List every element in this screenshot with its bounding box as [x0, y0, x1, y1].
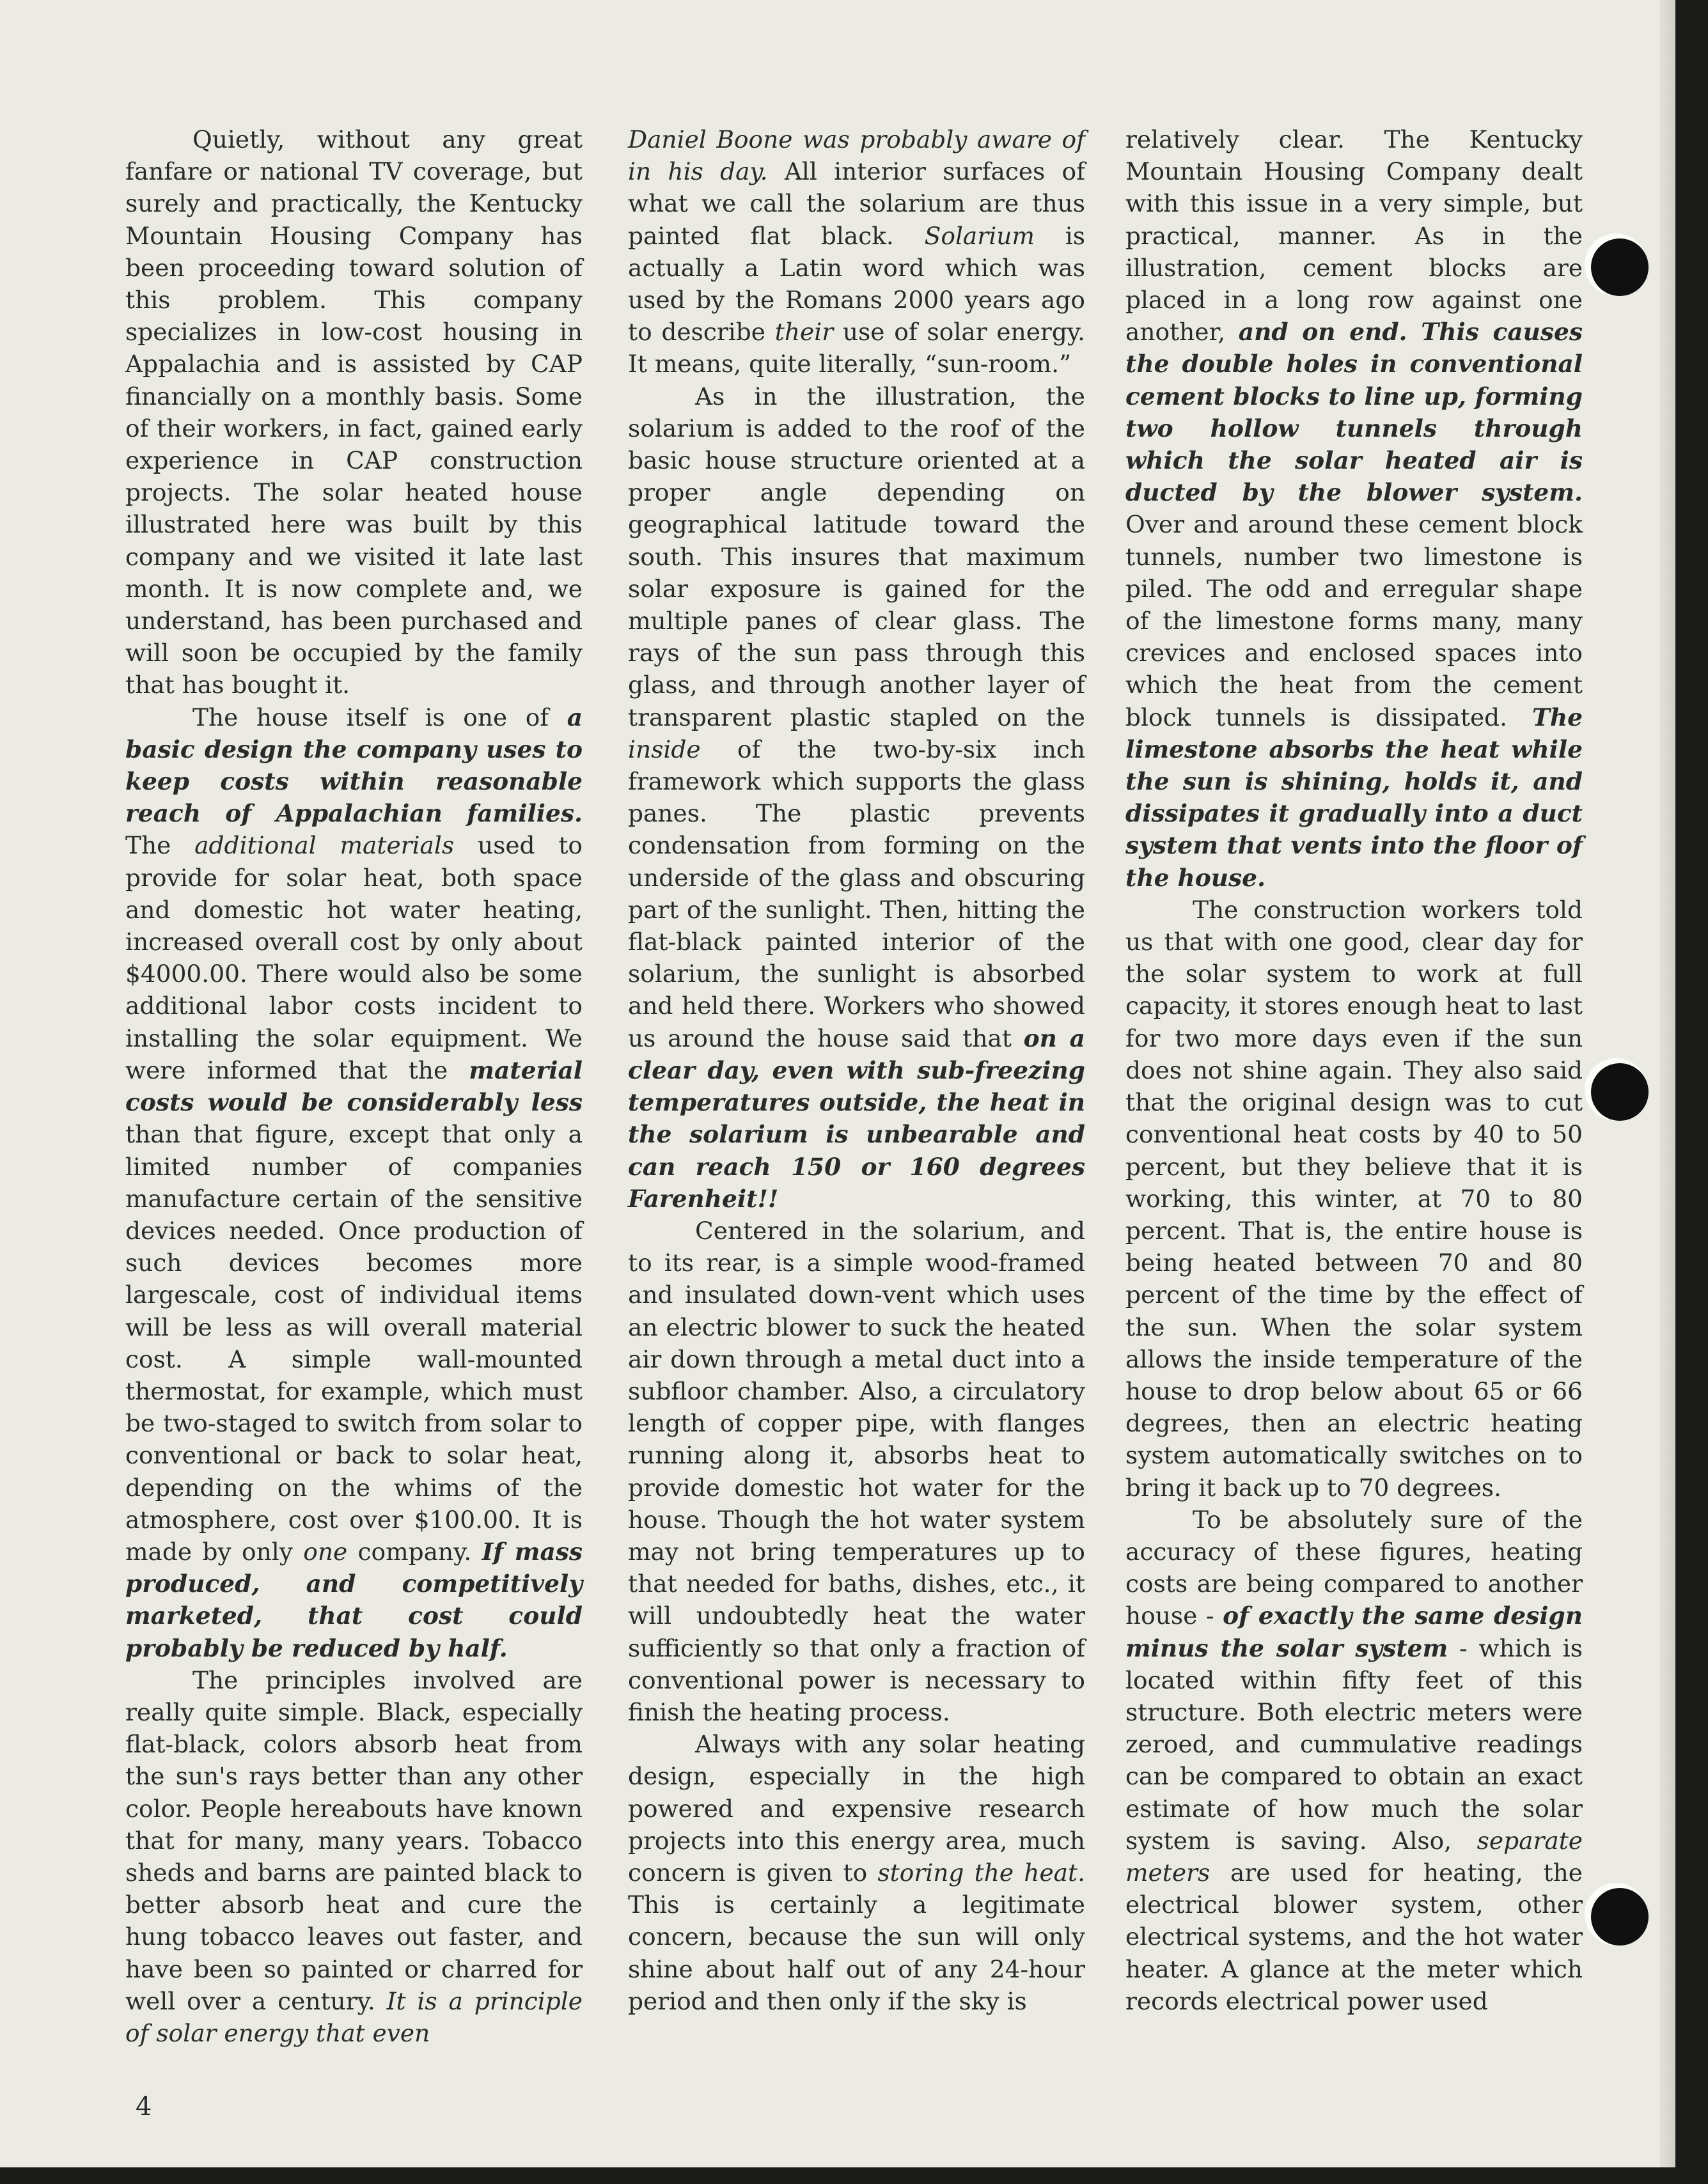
- text-run: Over and around these cement block tunnels, number two limestone is piled. The odd and erregular shape of the limestone forms many, many crevices and enclosed spaces into which the heat from the cement block tunnels is dissipated.: [1125, 510, 1583, 731]
- text-run: This is certainly a legitimate concern, because the sun will only shine about half out of any 24-hour period and then only if the sky is: [628, 1891, 1085, 2015]
- text-run: one: [303, 1537, 348, 1566]
- text-run: Quietly, without any great fanfare or national TV coverage, but surely and practically, the Kentucky Mountain Housing Company has been proceeding toward solution of this problem. This company specializes in low-cost housing in Appalachia and is assisted by CAP financially on a monthly basis. Some of their workers, in fact, gained early experience in CAP construction projects. The solar heated house illustrated here was built by this company and we visited it late last month. It is now complete and, we understand, has been purchased and will soon be occupied by the family that has bought it.: [125, 125, 583, 699]
- paragraph: [125, 1664, 583, 2049]
- text-run: It is a principle of solar energy that even: [125, 1986, 583, 2047]
- text-run: a basic design the company uses to keep costs within reasonable reach of Appalachian families.: [125, 703, 583, 828]
- paragraph: [1125, 123, 1583, 894]
- text-run: company.: [347, 1537, 482, 1566]
- text-run: is actually a Latin word which was used by the Romans 2000 years ago to describe: [628, 221, 1085, 347]
- text-run: are used for heating, the electrical blower system, other electrical systems, and the hot water heater. A glance at the meter which records electrical power used: [1125, 1858, 1583, 2015]
- text-run: To be absolutely sure of the accuracy of these figures, heating costs are being compared to another house -: [1125, 1505, 1583, 1630]
- binder-spine: [1661, 0, 1675, 2167]
- text-run: inside: [628, 735, 701, 763]
- text-run: The construction workers told us that with one good, clear day for the solar system to work at full capacity, it stores enough heat to last for two more days even if the sun does not shine again. They also said that the original design was to cut conventional heat costs by 40 to 50 percent, but they believe that it is working, this winter, at 70 to 80 percent. That is, the entire house is being heated between 70 and 80 percent of the time by the effect of the sun. When the solar system allows the inside temperature of the house to drop below about 65 or 66 degrees, then an electric heating system automatically switches on to bring it back up to 70 degrees.: [1125, 895, 1583, 1502]
- text-column-1: [125, 123, 583, 2049]
- text-column-3: [1125, 123, 1583, 2017]
- page-number: 4: [136, 2092, 152, 2121]
- text-run: Solarium: [924, 221, 1035, 250]
- text-run: than that figure, except that only a limited number of companies manufacture certain of the sensitive devices needed. Once production of such devices becomes more largescale, cost of individual items will be less as will overall material cost. A simple wall-mounted thermostat, for example, which must be two-staged to switch from solar to conventional or back to solar heat, depending on the whims of the atmosphere, cost over $100.00. It is made by only: [125, 1120, 583, 1566]
- text-run: Centered in the solarium, and to its rear, is a simple wood-framed and insulated down-vent which uses an electric blower to suck the heated air down through a metal duct into a subfloor chamber. Also, a circulatory length of copper pipe, with flanges running along it, absorbs heat to provide domestic hot water for the house. Though the hot water system may not bring temperatures up to that needed for baths, dishes, etc., it will undoubtedly heat the water sufficiently so that only a fraction of conventional power is necessary to finish the heating process.: [628, 1216, 1085, 1726]
- text-run: on a clear day, even with sub-freezing temperatures outside, the heat in the solarium is unbearable and can reach 150 or 160 degrees Farenheit!!: [628, 1024, 1085, 1213]
- text-run: material costs would be considerably less: [125, 1056, 583, 1117]
- text-run: of exactly the same design minus the solar system: [1125, 1602, 1583, 1662]
- text-run: their: [774, 318, 834, 347]
- text-run: of the two-by-six inch framework which supports the glass panes. The plastic prevents condensation from forming on the underside of the glass and obscuring part of the sunlight. Then, hitting the flat-black painted interior of the solarium, the sunlight is absorbed and held there. Workers who showed us around the house said that: [628, 735, 1085, 1052]
- binder-hole-top-icon: [1591, 238, 1649, 296]
- paragraph: [1125, 894, 1583, 1504]
- text-run: used to provide for solar heat, both space and domestic hot water heating, increased overall cost by only about $4000.00. There would also be some additional labor costs incident to installing the solar equipment. We were informed that the: [125, 831, 583, 1084]
- text-run: The principles involved are really quite simple. Black, especially flat-black, colors absorb heat from the sun's rays better than any other color. People hereabouts have known that for many, many years. Tobacco sheds and barns are painted black to better absorb heat and cure the hung tobacco leaves out faster, and have been so painted or charred for well over a century.: [125, 1665, 583, 2015]
- binder-hole-middle-icon: [1591, 1063, 1649, 1121]
- text-run: Always with any solar heating design, especially in the high powered and expensive research projects into this energy area, much concern is given to: [628, 1730, 1085, 1887]
- text-run: storing the heat.: [877, 1858, 1085, 1887]
- binder-hole-bottom-icon: [1591, 1888, 1649, 1946]
- paragraph: [125, 701, 583, 1664]
- paragraph: [628, 1215, 1085, 1728]
- text-run: relatively clear. The Kentucky Mountain Housing Company dealt with this issue in a very simple, but practical, manner. As in the illustration, cement blocks are placed in a long row against one another,: [1125, 125, 1583, 347]
- text-run: All interior surfaces of what we call the solarium are thus painted flat black.: [628, 157, 1085, 250]
- text-run: Daniel Boone was probably aware of in his day.: [628, 125, 1085, 186]
- paragraph: [628, 123, 1085, 380]
- paragraph: [1125, 1504, 1583, 2017]
- text-run: The house itself is one of: [192, 703, 567, 731]
- text-run: - which is located within fifty feet of this structure. Both electric meters were zeroed, and cummulative readings can be compared to obtain an exact estimate of how much the solar system is saving. Also,: [1125, 1634, 1583, 1855]
- text-run: The: [125, 831, 195, 860]
- paragraph: [628, 380, 1085, 1215]
- text-run: If mass produced, and competitively marketed, that cost could probably be reduced by half.: [125, 1537, 583, 1662]
- text-run: use of solar energy. It means, quite literally, “sun-room.”: [628, 318, 1085, 378]
- text-column-2: [628, 123, 1085, 2017]
- text-run: As in the illustration, the solarium is added to the roof of the basic house structure oriented at a proper angle depending on geographical latitude toward the south. This insures that maximum solar exposure is gained for the multiple panes of clear glass. The rays of the sun pass through this glass, and through another layer of transparent plastic stapled on the: [628, 382, 1085, 731]
- text-run: The limestone absorbs the heat while the sun is shining, holds it, and dissipates it gradually into a duct system that vents into the floor of the house.: [1125, 703, 1583, 892]
- text-run: additional materials: [194, 831, 455, 860]
- paragraph: [125, 123, 583, 701]
- paragraph: [628, 1728, 1085, 2017]
- text-run: and on end. This causes the double holes in conventional cement blocks to line up, forming two hollow tunnels through which the solar heated air is ducted by the blower system.: [1125, 318, 1583, 507]
- text-run: separate meters: [1125, 1826, 1583, 1887]
